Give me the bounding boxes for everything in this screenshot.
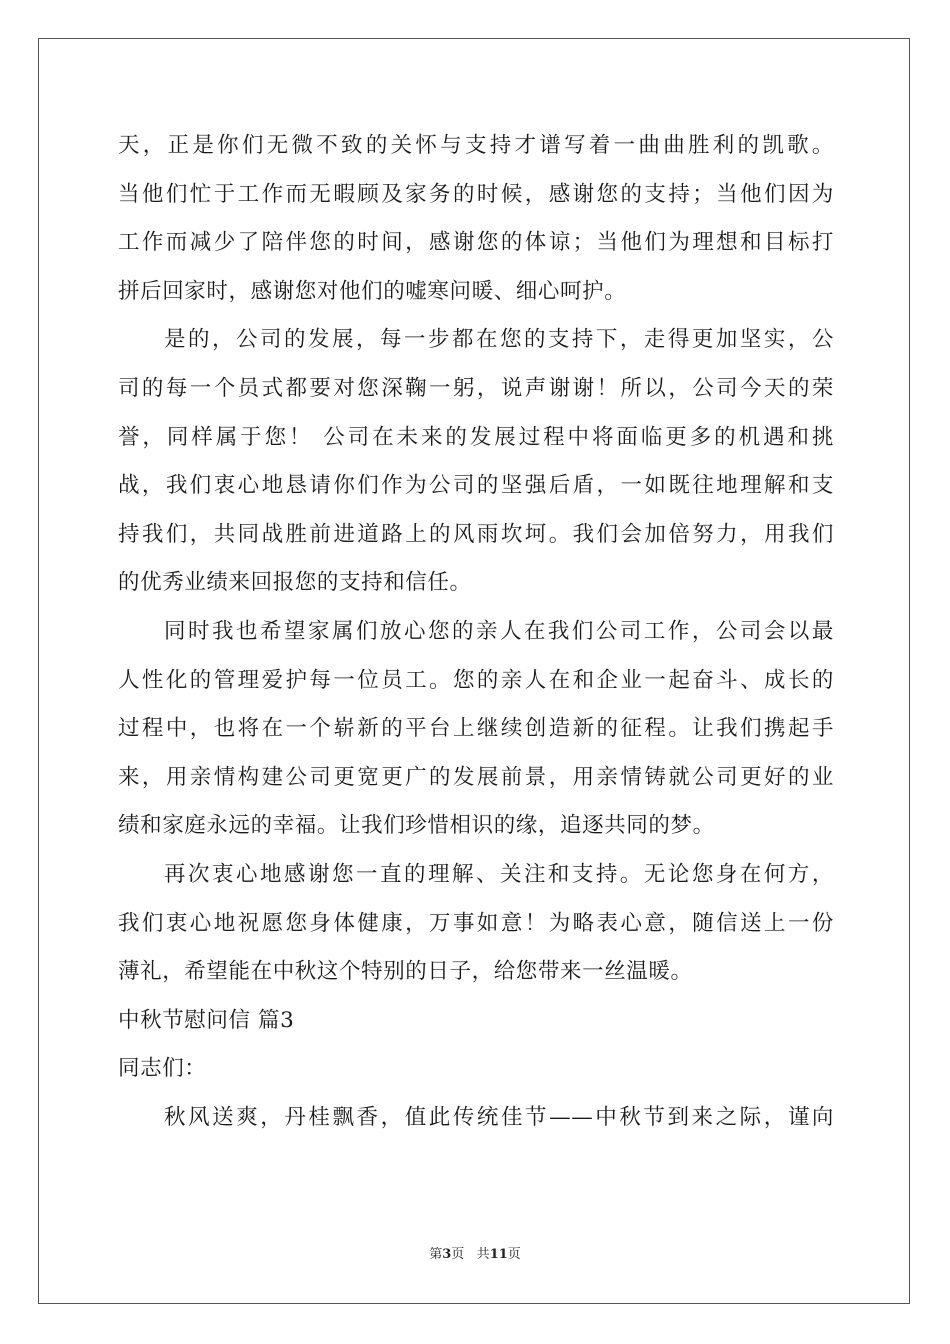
text-line: 战，我们衷心地恳请你们作为公司的坚强后盾，一如既往地理解和支 <box>118 473 834 499</box>
text-line: 的优秀业绩来回报您的支持和信任。 <box>118 570 472 596</box>
text-line: 中秋节慰问信 篇3 <box>118 1007 295 1033</box>
page-footer <box>0 1243 950 1262</box>
footer-page-suffix: 页 <box>451 1247 465 1262</box>
text-line: 拼后回家时，感谢您对他们的嘘寒问暖、细心呵护。 <box>118 278 627 304</box>
document-body <box>118 122 834 1142</box>
text-line: 是的，公司的发展，每一步都在您的支持下，走得更加坚实，公 <box>164 327 834 353</box>
footer-total-prefix: 共 <box>476 1247 490 1262</box>
text-line: 人性化的管理爱护每一位员工。您的亲人在和企业一起奋斗、成长的 <box>118 667 834 693</box>
text-line: 薄礼，希望能在中秋这个特别的日子，给您带来一丝温暖。 <box>118 959 693 985</box>
text-line: 誉，同样属于您！ 公司在未来的发展过程中将面临更多的机遇和挑 <box>118 424 834 450</box>
text-line: 工作而减少了陪伴您的时间，感谢您的体谅；当他们为理想和目标打 <box>118 230 834 256</box>
text-line: 绩和家庭永远的幸福。让我们珍惜相识的缘，追逐共同的梦。 <box>118 813 715 839</box>
text-line: 同志们： <box>118 1056 207 1082</box>
text-line: 我们衷心地祝愿您身体健康，万事如意！为略表心意，随信送上一份 <box>118 910 834 936</box>
text-line: 再次衷心地感谢您一直的理解、关注和支持。无论您身在何方， <box>164 861 834 887</box>
footer-page-number: 3 <box>442 1247 452 1262</box>
text-line: 司的每一个员式都要对您深鞠一躬，说声谢谢！所以，公司今天的荣 <box>118 375 834 401</box>
text-line: 持我们，共同战胜前进道路上的风雨坎坷。我们会加倍努力，用我们 <box>118 521 834 547</box>
text-line: 来，用亲情构建公司更宽更广的发展前景，用亲情铸就公司更好的业 <box>118 764 834 790</box>
footer-prefix: 第 <box>429 1247 443 1262</box>
footer-total-pages: 11 <box>489 1247 508 1262</box>
text-line: 秋风送爽，丹桂飘香，值此传统佳节——中秋节到来之际，谨向 <box>164 1104 834 1130</box>
footer-total-suffix: 页 <box>507 1247 521 1262</box>
text-line: 过程中，也将在一个崭新的平台上继续创造新的征程。让我们携起手 <box>118 716 834 742</box>
text-line: 当他们忙于工作而无暇顾及家务的时候，感谢您的支持；当他们因为 <box>118 181 834 207</box>
text-line: 同时我也希望家属们放心您的亲人在我们公司工作，公司会以最 <box>164 618 834 644</box>
text-line: 天，正是你们无微不致的关怀与支持才谱写着一曲曲胜利的凯歌。 <box>118 133 834 158</box>
